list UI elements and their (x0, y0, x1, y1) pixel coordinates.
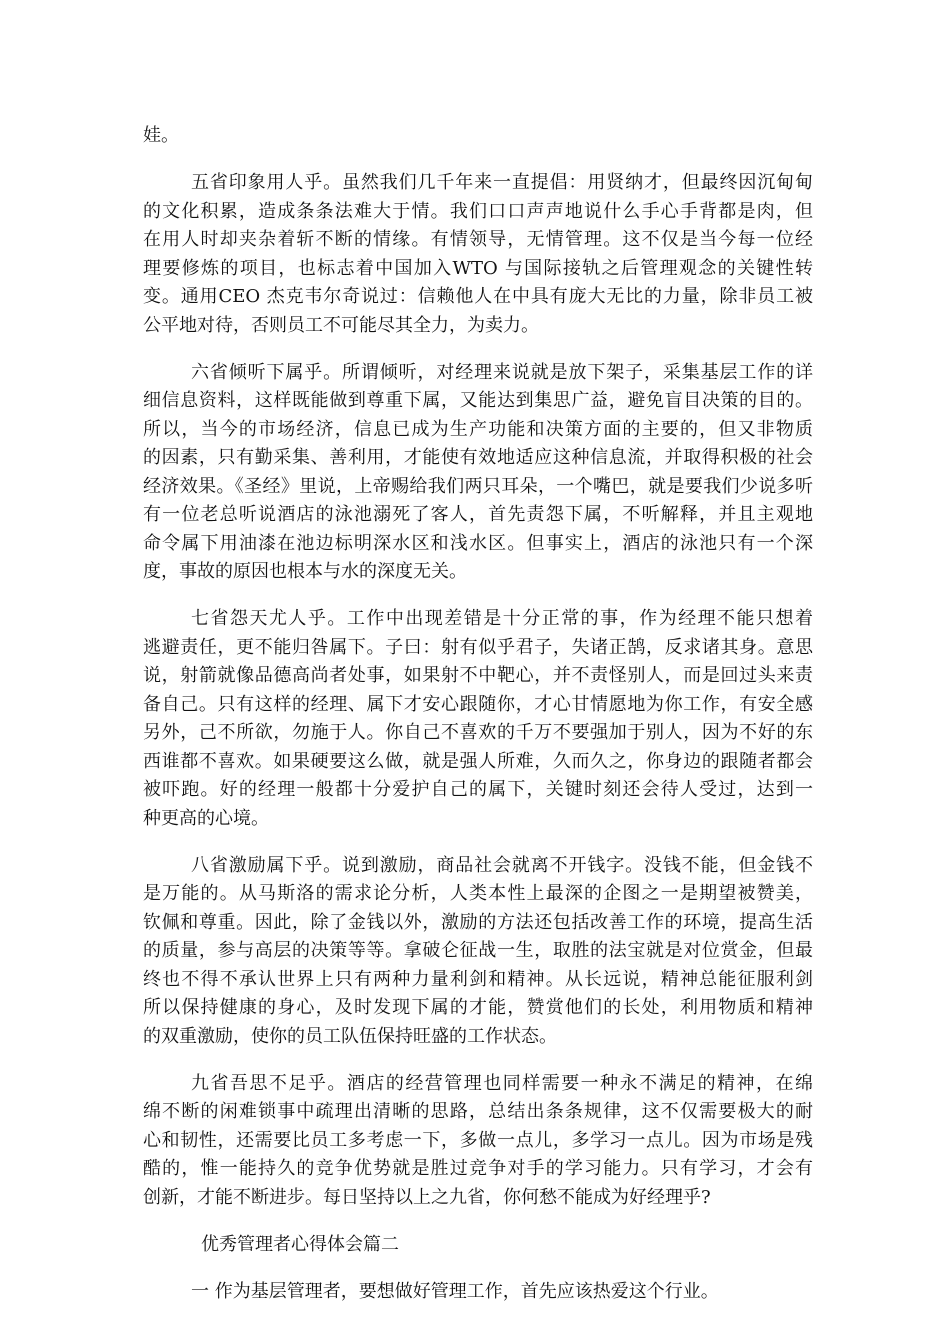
paragraph-9 (143, 1070, 813, 1213)
paragraph-line: 九省吾思不足乎。酒店的经营管理也同样需要一种永不满足的精神，在绵 (191, 1072, 813, 1094)
paragraph-line: 绵不断的闲难锁事中疏理出清晰的思路，总结出条条规律，这不仅需要极大的耐 (143, 1101, 813, 1122)
paragraph-5 (143, 169, 813, 340)
paragraph-line: 变。通用CEO 杰克韦尔奇说过：信赖他人在中具有庞大无比的力量，除非员工被 (143, 286, 813, 307)
intro-line: 娃。 (143, 125, 179, 146)
paragraph-line: 所以，当今的市场经济，信息已成为生产功能和决策方面的主要的，但又非物质 (143, 418, 813, 440)
paragraph-line: 的质量，参与高层的决策等等。拿破仑征战一生，取胜的法宝就是对位赏金，但最 (143, 940, 813, 961)
paragraph-line: 备自己。只有这样的经理、属下才安心跟随你，才心甘情愿地为你工作，有安全感 (143, 693, 813, 715)
paragraph-line: 度，事故的原因也根本与水的深度无关。 (143, 561, 467, 582)
paragraph-line: 被吓跑。好的经理一般都十分爱护自己的属下，关键时刻还会待人受过，达到一 (143, 779, 813, 800)
document-page (143, 122, 813, 1306)
paragraph-line: 逃避责任，更不能归咎属下。子曰：射有似乎君子，失诸正鹄，反求诸其身。意思 (143, 636, 813, 658)
paragraph-line: 的因素，只有勤采集、善利用，才能使有效地适应这种信息流，并取得积极的社会 (143, 447, 813, 468)
paragraph-8 (143, 852, 813, 1052)
paragraph-line: 细信息资料，这样既能做到尊重下属，又能达到集思广益，避免盲目决策的目的。 (143, 390, 813, 411)
paragraph-line: 种更高的心境。 (143, 807, 269, 829)
paragraph-line: 的文化积累，造成条条法难大于情。我们口口声声地说什么手心手背都是肉，但 (143, 200, 813, 222)
paragraph-line: 另外，己不所欲，勿施于人。你自己不喜欢的千万不要强加于别人，因为不好的东 (143, 722, 813, 743)
paragraph-line: 所以保持健康的身心，及时发现下属的才能，赞赏他们的长处，利用物质和精神 (143, 997, 813, 1018)
list-item: 一 作为基层管理者，要想做好管理工作，首先应该热爱这个行业。 (191, 1280, 719, 1302)
paragraph-line: 是万能的。从马斯洛的需求论分析，人类本性上最深的企图之一是期望被赞美， (143, 883, 813, 904)
paragraph-line: 终也不得不承认世界上只有两种力量利剑和精神。从长远说，精神总能征服利剑 (143, 968, 813, 990)
paragraph-line: 说，射箭就像品德高尚者处事，如果射不中靶心，并不责怪别人，而是回过头来责 (143, 665, 813, 686)
paragraph-line: 七省怨天尤人乎。工作中出现差错是十分正常的事，作为经理不能只想着 (191, 608, 813, 629)
paragraph-line: 经济效果。《圣经》里说，上帝赐给我们两只耳朵，一个嘴巴，就是要我们少说多听 (143, 475, 813, 497)
paragraph-line: 五省印象用人乎。虽然我们几千年来一直提倡：用贤纳才，但最终因沉甸甸 (191, 172, 813, 193)
paragraph-line: 有一位老总听说酒店的泳池溺死了客人，首先责怨下属，不听解释，并且主观地 (143, 504, 813, 525)
paragraph-line: 在用人时却夹杂着斩不断的情缘。有情领导，无情管理。这不仅是当今每一位经 (143, 229, 813, 250)
paragraph-7 (143, 605, 813, 833)
paragraph-line: 公平地对待，否则员工不可能尽其全力，为卖力。 (143, 314, 539, 336)
paragraph-line: 命令属下用油漆在池边标明深水区和浅水区。但事实上，酒店的泳池只有一个深 (143, 532, 813, 554)
paragraph-line: 创新，才能不断进步。每日坚持以上之九省，你何愁不能成为好经理乎? (143, 1186, 711, 1208)
paragraph-line: 八省激励属下乎。说到激励，商品社会就离不开钱字。没钱不能，但金钱不 (191, 854, 813, 876)
paragraph-line: 理要修炼的项目，也标志着中国加入WTO 与国际接轨之后管理观念的关键性转 (143, 257, 813, 279)
section-heading: 优秀管理者心得体会篇二 (201, 1233, 399, 1255)
paragraph-line: 西谁都不喜欢。如果硬要这么做，就是强人所难，久而久之，你身边的跟随者都会 (143, 750, 813, 772)
paragraph-line: 心和韧性，还需要比员工多考虑一下，多做一点儿，多学习一点儿。因为市场是残 (143, 1129, 813, 1151)
paragraph-line: 酷的，惟一能持久的竞争优势就是胜过竞争对手的学习能力。只有学习，才会有 (143, 1158, 813, 1179)
paragraph-line: 钦佩和尊重。因此，除了金钱以外，激励的方法还包括改善工作的环境，提高生活 (143, 911, 813, 933)
paragraph-line: 的双重激励，使你的员工队伍保持旺盛的工作状态。 (143, 1025, 557, 1047)
paragraph-line: 六省倾听下属乎。所谓倾听，对经理来说就是放下架子，采集基层工作的详 (191, 361, 813, 383)
paragraph-6 (143, 359, 813, 587)
